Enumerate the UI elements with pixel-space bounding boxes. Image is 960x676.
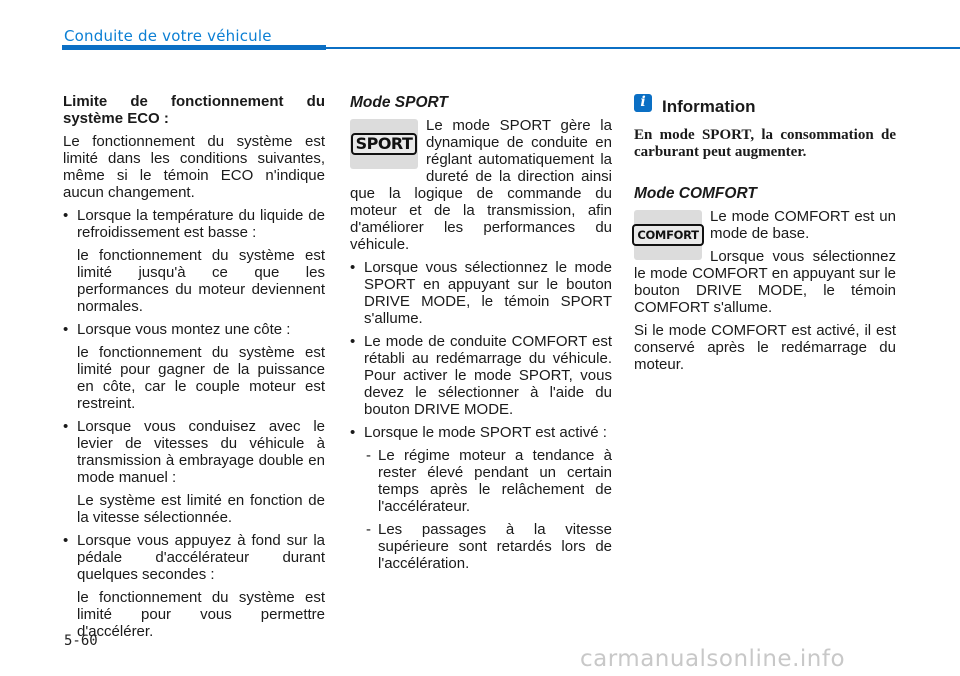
sport-mode-heading: Mode SPORT	[350, 94, 448, 111]
list-item-text: • Lorsque le mode SPORT est activé :	[364, 424, 607, 441]
list-item	[63, 321, 325, 412]
comfort-mode-p2: Lorsque vous sélectionnez le mode COMFORT en appuyant sur le bouton DRIVE MODE, le témoin COMFORT s'allume.	[634, 248, 896, 316]
list-item-text: • Lorsque vous appuyez à fond sur la pédale d'accélérateur durant quelques secondes :	[77, 532, 325, 583]
eco-limits-intro: Le fonctionnement du système est limité dans les conditions suivantes, même si le témoin ECO n'indique aucun changement.	[63, 133, 325, 201]
list-item	[63, 418, 325, 526]
list-item-text: • Lorsque vous sélectionnez le mode SPORT en appuyant sur le bouton DRIVE MODE, le témoin SPORT s'allume.	[364, 259, 612, 327]
column-info-comfort	[634, 94, 896, 379]
sport-indicator-icon	[350, 119, 418, 169]
list-item	[350, 424, 612, 572]
watermark: carmanualsonline.info	[580, 646, 846, 672]
sport-mode-list	[350, 259, 612, 572]
information-header	[634, 94, 896, 116]
list-item: - Le régime moteur a tendance à rester élevé pendant un certain temps après le relâchement de l'accélérateur.	[364, 447, 612, 515]
sport-mode-intro: Le mode SPORT gère la dynamique de conduite en réglant automatiquement la dureté de la direction ainsi que la logique de commande du moteur et de la transmission, afin d'améliorer les performances du véhicule.	[350, 117, 612, 253]
page-number: 5-60	[64, 633, 98, 649]
list-item-detail: le fonctionnement du système est limité pour vous permettre d'accélérer.	[77, 589, 325, 640]
comfort-indicator-icon	[634, 210, 702, 260]
list-item-text: • Lorsque vous conduisez avec le levier de vitesses du véhicule à transmission à embrayage double en mode manuel :	[77, 418, 325, 486]
sport-active-effects	[364, 447, 612, 572]
list-item	[63, 532, 325, 640]
column-sport-mode	[350, 94, 612, 578]
sport-badge: SPORT	[351, 133, 418, 155]
list-item-text: • Le mode de conduite COMFORT est rétabli au redémarrage du véhicule. Pour activer le mode SPORT, vous devez le sélectionner à l'aide du bouton DRIVE MODE.	[364, 333, 612, 418]
list-item	[350, 259, 612, 327]
section-title: Conduite de votre véhicule	[64, 27, 272, 45]
comfort-mode-heading: Mode COMFORT	[634, 185, 757, 202]
column-eco-limits	[63, 93, 325, 646]
eco-limits-list	[63, 207, 325, 640]
information-text: En mode SPORT, la consommation de carburant peut augmenter.	[634, 127, 896, 160]
comfort-mode-p3: Si le mode COMFORT est activé, il est conservé après le redémarrage du moteur.	[634, 322, 896, 373]
list-item-text: • Lorsque vous montez une côte :	[77, 321, 291, 338]
comfort-badge: COMFORT	[632, 224, 703, 246]
header-rule-thin	[326, 47, 960, 49]
list-item	[63, 207, 325, 315]
info-icon: i	[634, 94, 652, 112]
header-rule-thick	[62, 45, 326, 50]
list-item-text: • Lorsque la température du liquide de refroidissement est basse :	[77, 207, 325, 241]
comfort-mode-p1: Le mode COMFORT est un mode de base.	[710, 208, 896, 242]
information-title: Information	[662, 97, 756, 116]
list-item	[350, 333, 612, 418]
list-item: - Les passages à la vitesse supérieure sont retardés lors de l'accélération.	[364, 521, 612, 572]
list-item-detail: le fonctionnement du système est limité jusqu'à ce que les performances du moteur deviennent normales.	[77, 247, 325, 315]
list-item-detail: Le système est limité en fonction de la vitesse sélectionnée.	[77, 492, 325, 526]
eco-limits-heading: Limite de fonctionnement du système ECO :	[63, 93, 325, 127]
list-item-detail: le fonctionnement du système est limité pour gagner de la puissance en côte, car le couple moteur est restreint.	[77, 344, 325, 412]
